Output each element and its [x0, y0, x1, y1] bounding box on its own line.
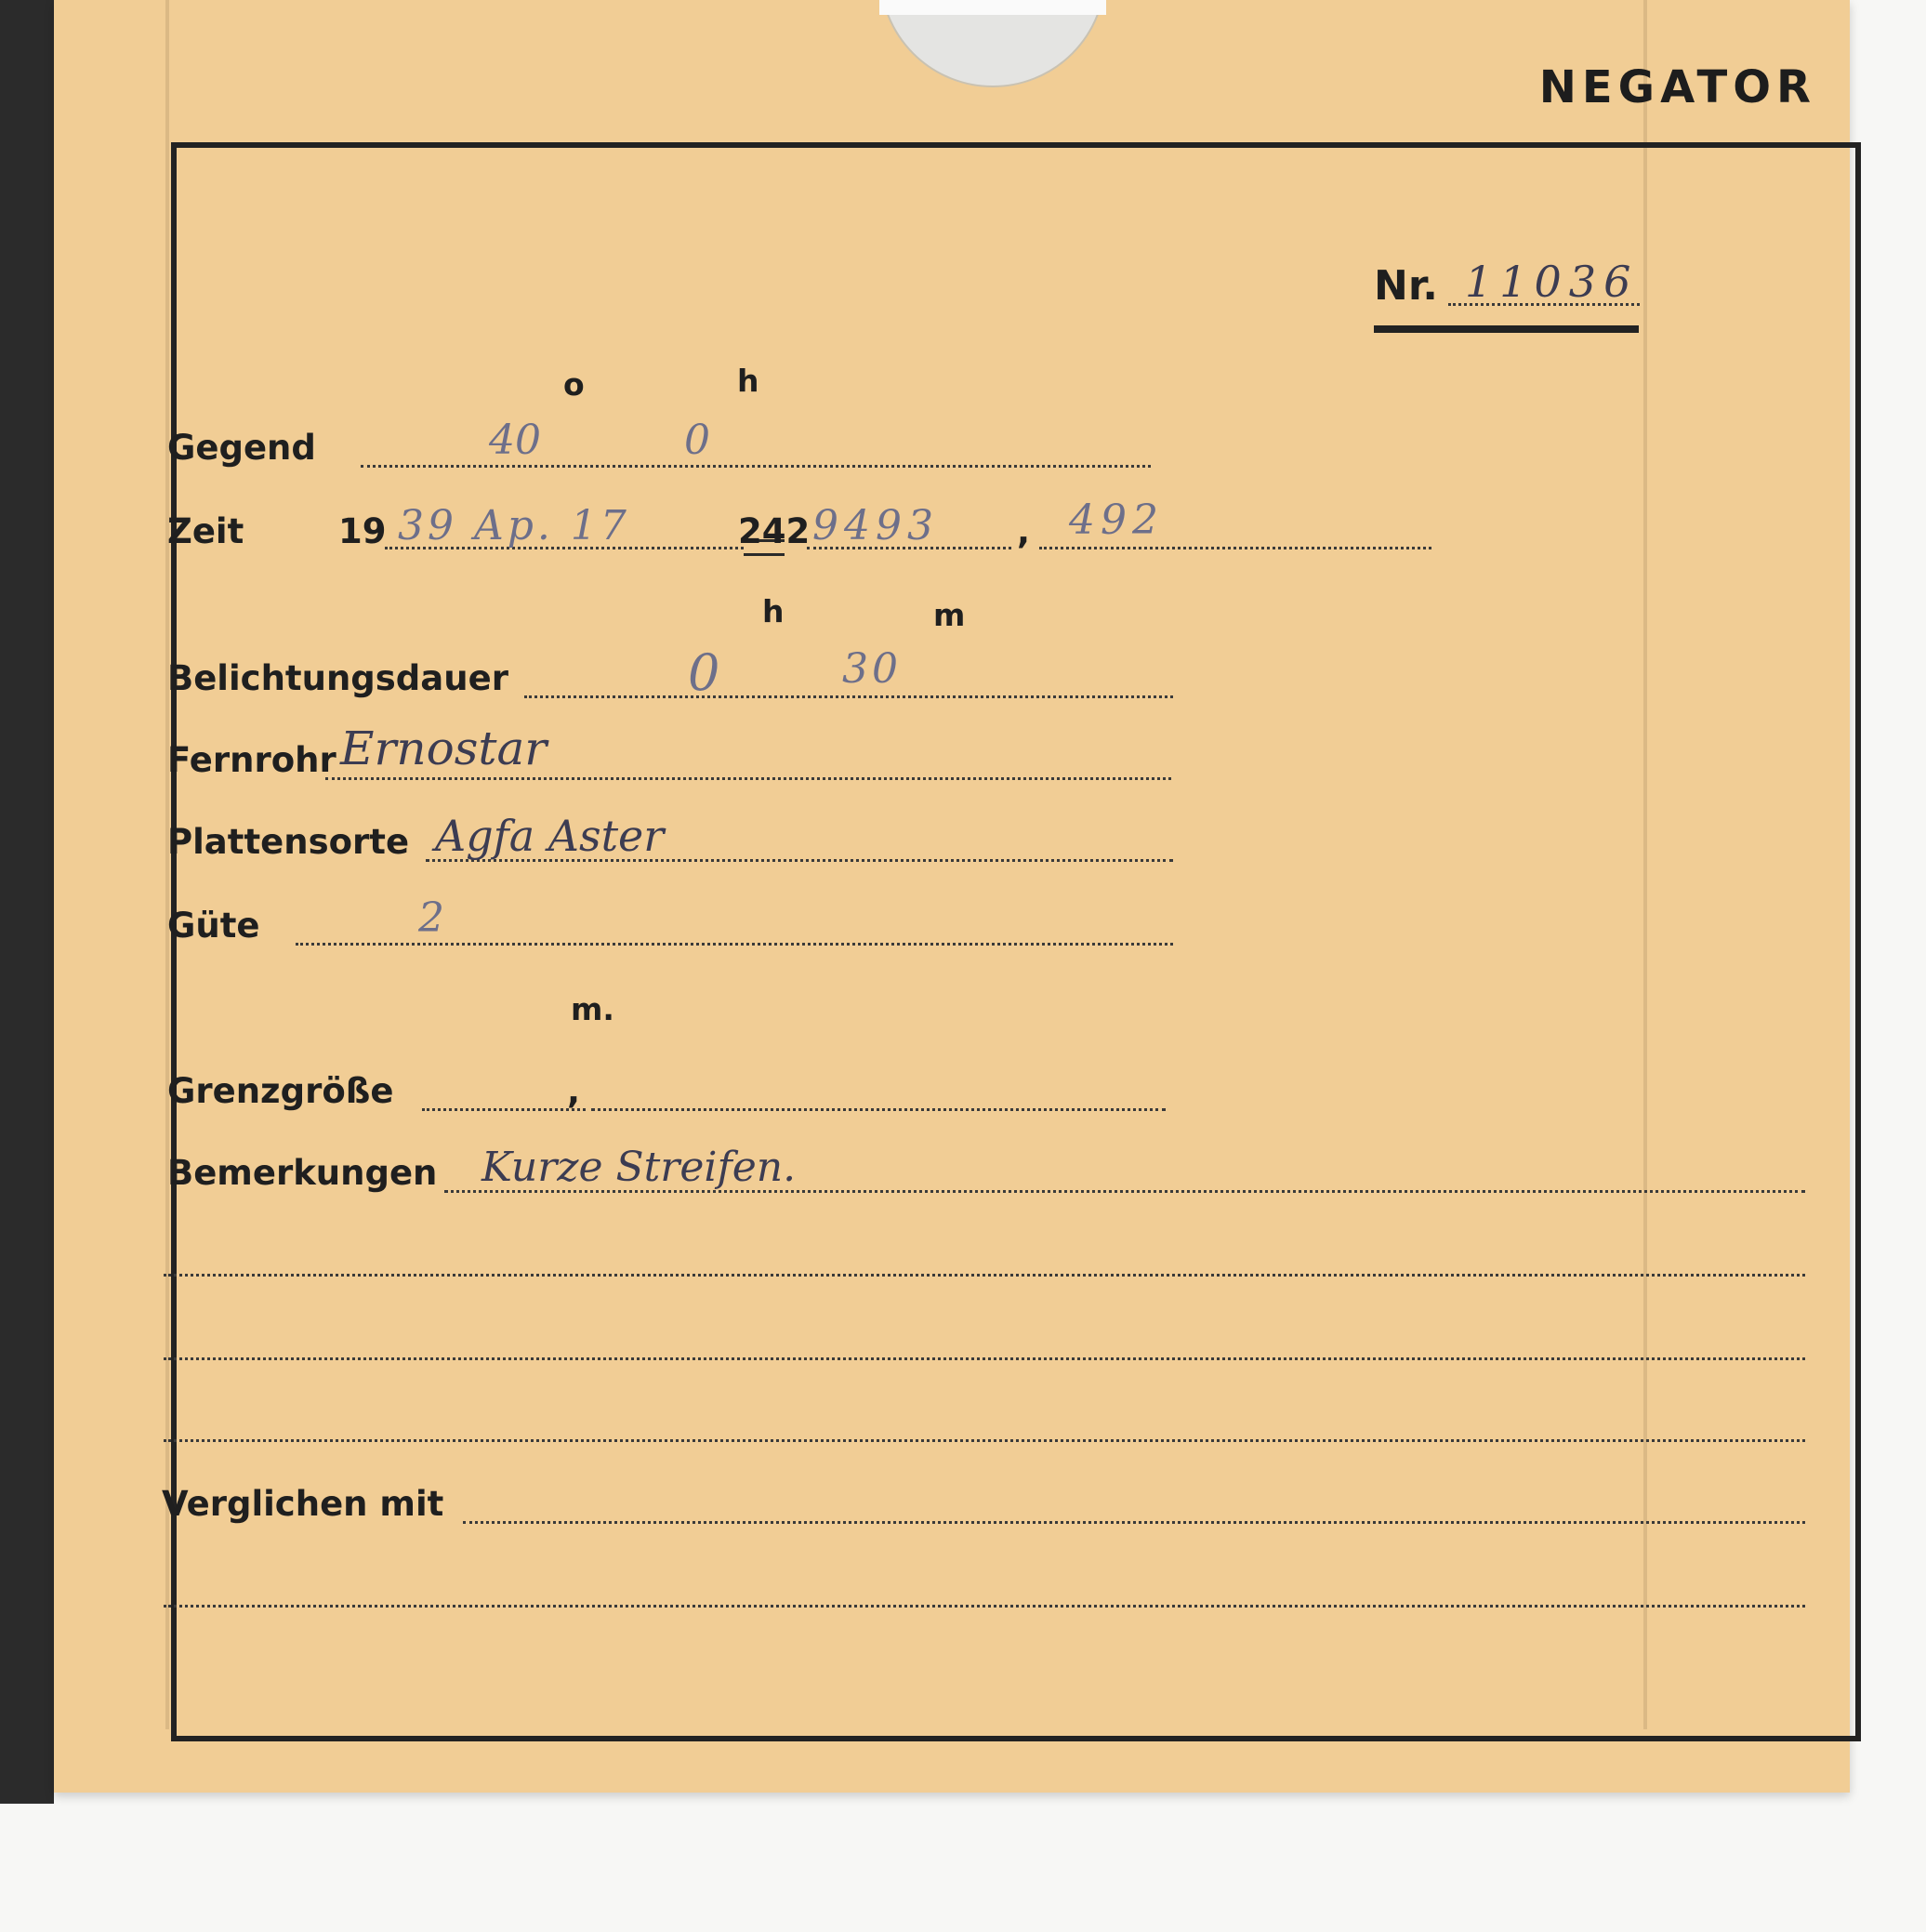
grenzgroesse-line-right	[591, 1108, 1166, 1111]
left-flap-fold	[165, 0, 169, 1729]
fernrohr-label: Fernrohr	[167, 740, 336, 780]
fernrohr-line	[325, 777, 1171, 780]
gegend-degree-unit: o	[563, 366, 585, 403]
gegend-hour-unit: h	[737, 363, 759, 399]
bemerkungen-label: Bemerkungen	[167, 1153, 438, 1193]
gegend-degrees-value: 0	[684, 417, 710, 464]
number-value: 11036	[1465, 257, 1639, 307]
belichtung-minutes-value: 30	[842, 645, 902, 693]
zeit-jd-value: 9493	[812, 502, 939, 549]
belichtung-minute-unit: m	[933, 597, 966, 633]
plattensorte-label: Plattensorte	[167, 822, 410, 862]
belichtungsdauer-label: Belichtungsdauer	[167, 658, 508, 698]
bemerkungen-line-2	[164, 1274, 1805, 1277]
bemerkungen-value: Kurze Streifen.	[482, 1144, 797, 1191]
brand-title: NEGATOR	[1538, 61, 1816, 113]
grenzgroesse-line-left	[422, 1108, 586, 1111]
zeit-century: 19	[338, 511, 387, 551]
negative-envelope	[54, 0, 1850, 1793]
belichtung-hour-unit: h	[762, 593, 785, 629]
bemerkungen-line-3	[164, 1357, 1805, 1360]
zeit-jd-prefix: 242	[738, 511, 811, 551]
gegend-line	[361, 465, 1151, 468]
belichtungsdauer-line	[524, 695, 1173, 698]
gegend-hours-value: 40	[489, 417, 541, 464]
zeit-date-value: 39 Ap. 17	[398, 502, 630, 549]
grenzgroesse-magnitude-unit: m.	[571, 991, 614, 1027]
gegend-label: Gegend	[167, 428, 316, 468]
zeit-label: Zeit	[167, 511, 244, 551]
verglichen-line-2	[164, 1605, 1805, 1608]
grenzgroesse-comma: ,	[567, 1071, 581, 1111]
belichtung-hours-value: 0	[688, 643, 720, 702]
zeit-fraction-value: 492	[1069, 496, 1164, 544]
number-underline	[1374, 325, 1639, 333]
zeit-fraction-line	[1039, 547, 1431, 549]
thumb-notch-edge	[879, 0, 1106, 15]
verglichen-line	[463, 1521, 1805, 1524]
guete-label: Güte	[167, 906, 260, 946]
guete-value: 2	[418, 894, 444, 942]
guete-line	[296, 943, 1173, 946]
fernrohr-value: Ernostar	[340, 721, 547, 775]
plattensorte-value: Agfa Aster	[435, 811, 665, 861]
number-label: Nr.	[1374, 262, 1438, 310]
grenzgroesse-label: Grenzgröße	[167, 1071, 394, 1111]
binding-spine	[0, 0, 54, 1804]
zeit-comma: ,	[1017, 511, 1031, 551]
bemerkungen-line-4	[164, 1439, 1805, 1442]
verglichen-label: Verglichen mit	[162, 1484, 444, 1524]
